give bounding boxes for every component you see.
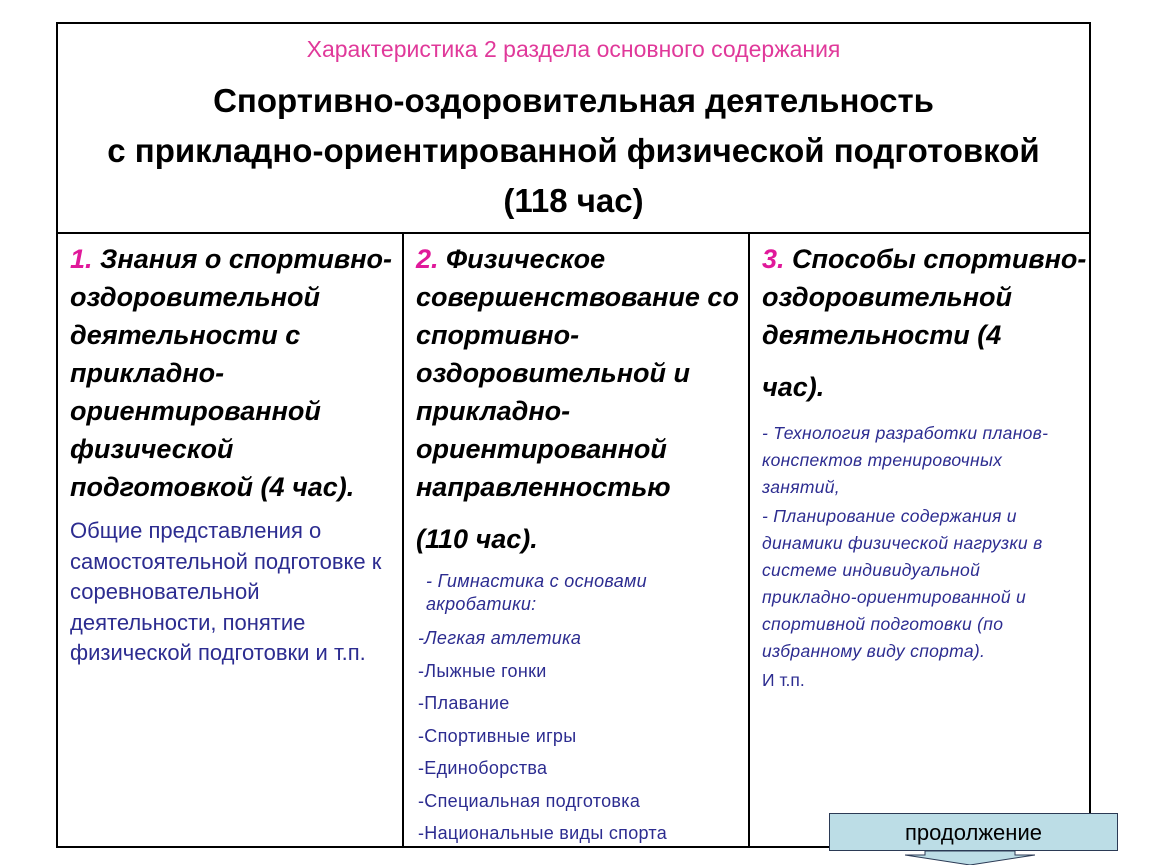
- column-hours: (4: [977, 320, 1002, 350]
- list-item: - Планирование содержания и динамики физической нагрузки в системе индивидуальной прикладно-ориентированной и спортивной подготовки (по избранному виду спорта).: [762, 506, 1043, 661]
- column-heading-text: Способы спортивно-оздоровительной деятельности: [762, 244, 1087, 350]
- arrow-down-icon[interactable]: [905, 851, 1035, 865]
- column-heading: [762, 240, 1089, 406]
- column-heading: [70, 240, 402, 506]
- list-item: -Спортивные игры: [418, 725, 577, 746]
- column-hours: (110 час).: [416, 524, 538, 554]
- list-item: -Лыжные гонки: [418, 660, 547, 681]
- sport-list: [416, 570, 748, 850]
- title-line-2: с прикладно-ориентированной физической подготовкой (118 час): [107, 132, 1040, 219]
- list-item: - Технология разработки планов-конспектов тренировочных занятий,: [762, 423, 1049, 497]
- column-heading: [416, 240, 748, 558]
- content-frame: [56, 22, 1091, 848]
- page-title: [88, 76, 1059, 226]
- column-heading-text: Знания о спортивно-оздоровительной деятельности с прикладно-ориентированной физической подготовкой (4 час).: [70, 244, 393, 502]
- list-item: - Гимнастика с основами акробатики:: [426, 571, 647, 614]
- title-line-1: Спортивно-оздоровительная деятельность: [213, 82, 934, 119]
- list-item: -Единоборства: [418, 758, 548, 778]
- column-number: 3.: [762, 244, 785, 274]
- column-description: Общие представления о самостоятельной подготовке к соревновательной деятельности, понятие физической подготовки и т.п.: [70, 518, 382, 665]
- column-methods: [750, 232, 1089, 846]
- methods-list: [762, 420, 1089, 694]
- list-etc: И т.п.: [762, 670, 805, 690]
- column-number: 2.: [416, 244, 439, 274]
- column-physical-improvement: [404, 232, 750, 846]
- section-subtitle: Характеристика 2 раздела основного содержания: [306, 36, 841, 62]
- column-number: 1.: [70, 244, 93, 274]
- column-heading-text: Физическое совершенствование со спортивно-оздоровительной и прикладно-ориентированной направленностью: [416, 244, 739, 502]
- column-knowledge: [58, 232, 404, 846]
- list-item: -Плавание: [418, 693, 510, 713]
- continue-button[interactable]: продолжение: [829, 813, 1118, 851]
- header: [58, 24, 1089, 234]
- list-item: -Национальные виды спорта: [418, 823, 668, 843]
- column-hours-cont: час).: [762, 372, 825, 402]
- list-item: -Легкая атлетика: [418, 628, 582, 648]
- list-item: -Специальная подготовка: [418, 790, 641, 811]
